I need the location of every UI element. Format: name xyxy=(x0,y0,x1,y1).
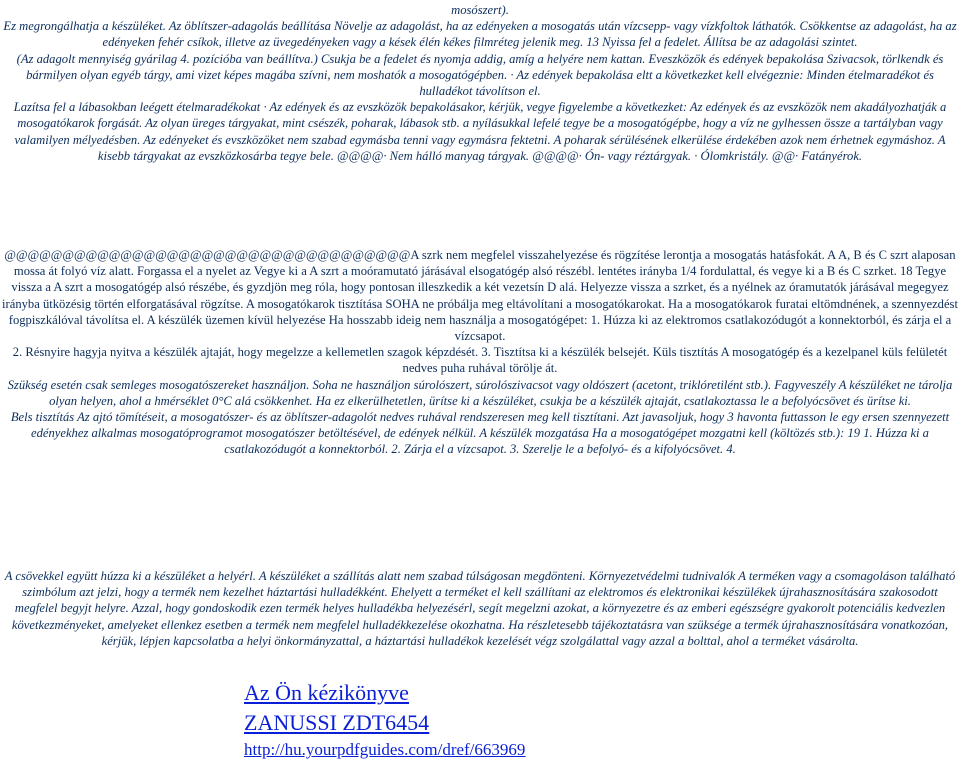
product-link[interactable]: ZANUSSI ZDT6454 xyxy=(244,710,430,735)
paragraph: Ez megrongálhatja a készüléket. Az öblítszer-adagolás beállítása Növelje az adagolást, ha az edényeken a mosogatás után vízcsepp- vagy vízkfoltok láthatók. Csökkentse az adagolást, ha az edényeken fehér csíkok, illetve az üvegedényeken vagy a kések élén kékes filmréteg jelenik meg. 13 Nyissa fel a fedelet. Állítsa be az adagolási szintet. xyxy=(3,19,957,50)
paragraph: Bels tisztítás Az ajtó tömítéseit, a mosogatószer- és az öblítszer-adagolót nedves ruhával rendszeresen meg kell tisztítani. Azt javasoljuk, hogy 3 havonta futtasson le egy ersen szennyezett edényekhez alkalmas mosogatóprogramot mosogatószer betöltésével, de edények nélkül. A készülék mozgatása Ha a mosogatógépet mozgatni kell (költözés stb.): 19 1. Húzza ki a csatlakozódugót a konnektorból. 2. Zárja el a vízcsapot. 3. Szerelje le a befolyó- és a kifolyócsövet. 4. xyxy=(10,410,950,457)
text-block-bottom xyxy=(0,568,960,649)
manual-links xyxy=(244,678,525,762)
paragraph: Szükség esetén csak semleges mosogatószereket használjon. Soha ne használjon súrolószert, súrolószivacsot vagy oldószert (acetont, triklóretilént stb.). Fagyveszély A készüléket ne tárolja olyan helyen, ahol a hmérséklet 0°C alá csökkenhet. Ha ez elkerülhetetlen, ürítse ki a készüléket, csukja be a készülék ajtaját, csatlakoztassa le a befolyócsövet és ürítse ki. xyxy=(7,377,953,408)
paragraph: A csövekkel együtt húzza ki a készüléket a helyérl. A készüléket a szállítás alatt nem szabad túlságosan megdönteni. Környezetvédelmi tudnivalók A terméken vagy a csomagoláson található szimbólum azt jelzi, hogy a termék nem kezelhet háztartási hulladékként. Ehelyett a terméket el kell szállítani az elektromos és elektronikai készülékek újrahasznosítására szakosodott megfelel begyjt helyre. Azzal, hogy gondoskodik ezen termék helyes hulladékba helyezésérl, segít megelzni azokat, a környezetre és az emberi egészségre gyakorolt potenciális kedvezlen következményeket, amelyeket ellenkez esetben a termék nem megfelel hulladékkezelése okozhatna. Ha részletesebb tájékoztatásra van szüksége a termék újrahasznosítására vonatkozóan, kérjük, lépjen kapcsolatba a helyi önkormányzattal, a háztartási hulladékok kezelését végz szolgálattal vagy azzal a bolttal, ahol a terméket vásárolta. xyxy=(4,569,956,648)
paragraph: Lazítsa fel a lábasokban leégett ételmaradékokat · Az edények és az evszközök bepakolásakor, kérjük, vegye figyelembe a következket: Az edények és az evszközök nem akadályozhatják a mosogatókarok forgását. Az olyan üreges tárgyakat, mint csészék, poharak, lábasok stb. a nyílásukkal lefelé tegye be a mosogatógépbe, hogy a víz ne gylhessen össze a tartályban vagy valamilyen mélyedésben. Az edényeket és evszközöket nem szabad egymásba tenni vagy egymásra fektetni. A poharak sérülésének elkerülése érdekében azok nem érhetnek egymáshoz. A kisebb tárgyakat az evszközkosárba tegye bele. @@@@· Nem hálló manyag tárgyak. @@@@· Ón- vagy réztárgyak. · Ólomkristály. @@· Fatányérok. xyxy=(13,100,947,163)
paragraph: mosószert). xyxy=(451,3,509,17)
paragraph: 2. Résnyire hagyja nyitva a készülék ajtaját, hogy megelzze a kellemetlen szagok képzdését. 3. Tisztítsa ki a készülék belsejét. Küls tisztítás A mosogatógép és a kezelpanel küls felületét nedves puha ruhával törölje át. xyxy=(12,345,948,376)
text-block-middle xyxy=(0,247,960,458)
text-block-top xyxy=(0,2,960,164)
paragraph: (Az adagolt mennyiség gyárilag 4. pozícióba van beállítva.) Csukja be a fedelet és nyomja addig, amíg a helyére nem kattan. Eveszközök és edények bepakolása Szivacsok, törlkendk és bármilyen olyan egyéb tárgy, ami vizet képes magába szívni, nem moshatók a mosogatógépben. · Az edények bepakolása eltt a következket kell elvégeznie: Minden ételmaradékot és hulladékot távolítson el. xyxy=(16,51,944,99)
paragraph: @@@@@@@@@@@@@@@@@@@@@@@@@@@@@@@@@@@A szrk nem megfelel visszahelyezése és rögzítése lerontja a mosogatás hatásfokát. A A, B és C szrt alaposan mossa át folyó víz alatt. Forgassa el a nyelet az Vegye ki a A szrt a moóramutató járásával elsogatógép alsó részébl. lentétes irányba 1/4 fordulattal, és vegye ki a B és C szrket. 18 Tegye vissza a A szrt a mosogatógép alsó részébe, és gyzdjön meg róla, hogy pontosan illeszkedik a két vezetsín D alá. Helyezze vissza a szrket, és a nyélnek az óramutatók járásával megegyez irányba ütközésig történ elforgatásával rögzítse. A mosogatókarok tisztítása SOHA ne próbálja meg eltávolítani a mosogatókarokat. Ha a mosogatókarok furatai eltömdnének, a szennyezdést fogpiszkálóval távolítsa el. A készülék üzemen kívül helyezése Ha hosszabb ideig nem használja a mosogatógépet: 1. Húzza ki az elektromos csatlakozódugót a konnektorból, és zárja el a vízcsapot. xyxy=(2,248,958,344)
url-link[interactable]: http://hu.yourpdfguides.com/dref/663969 xyxy=(244,740,526,759)
manual-title-link[interactable]: Az Ön kézikönyve xyxy=(244,680,409,705)
